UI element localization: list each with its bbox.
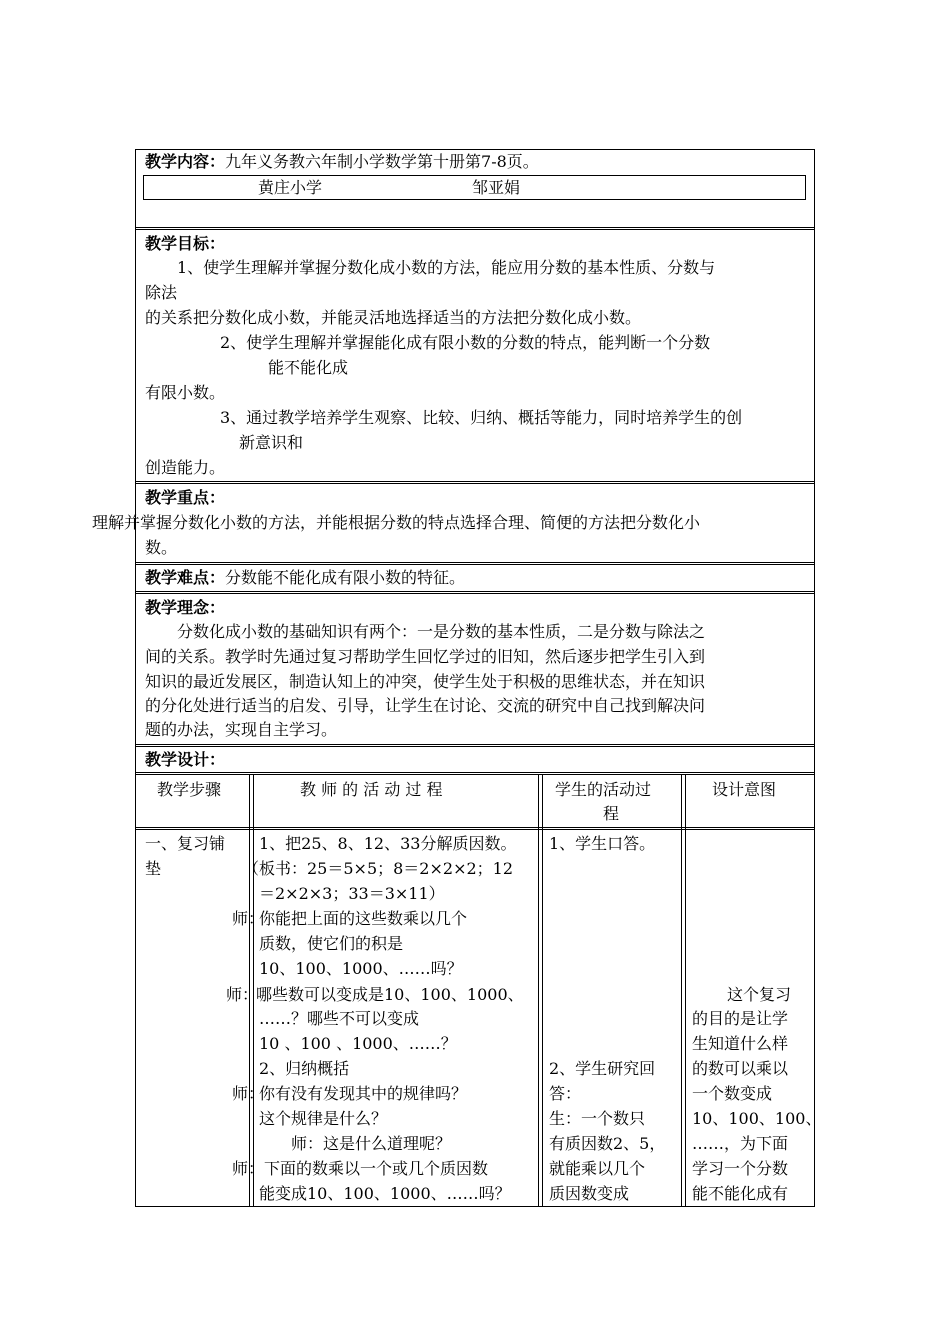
- student-line-2: 2、学生研究回: [549, 1059, 656, 1078]
- teacher-line-12: 这个规律是什么？: [259, 1109, 388, 1128]
- keypoint-line-2: 数。: [145, 538, 178, 557]
- teacher-line-7: 哪些数可以变成是10、100、1000、: [256, 985, 524, 1004]
- teacher-line-1: 1、把25、8、12、33分解质因数。: [259, 834, 517, 853]
- column-divider: [538, 775, 539, 1206]
- concept-line-4: 的分化处进行适当的启发、引导，让学生在讨论、交流的研究中自己找到解决问: [145, 696, 706, 715]
- teacher-line-11-prefix: 师：: [232, 1084, 265, 1103]
- teacher-line-5: 质数，使它们的积是: [259, 934, 404, 953]
- teacher-line-6: 10、100、1000、……吗？: [259, 959, 463, 978]
- concept-label: 教学理念：: [145, 598, 226, 617]
- goal-2-line-1: 2、使学生理解并掌握能化成有限小数的分数的特点，能判断一个分数: [220, 333, 711, 352]
- student-line-1: 1、学生口答。: [549, 834, 656, 853]
- divider: [135, 827, 815, 830]
- content-label: 教学内容：: [145, 152, 226, 171]
- teacher-line-9: 10 、100 、1000、……？: [259, 1034, 457, 1053]
- teacher-line-8: ……？哪些不可以变成: [259, 1009, 420, 1028]
- intent-line-7: ……，为下面: [692, 1134, 789, 1153]
- column-divider: [542, 775, 543, 1206]
- concept-line-2: 间的关系。教学时先通过复习帮助学生回忆学过的旧知，然后逐步把学生引入到: [145, 647, 706, 666]
- student-line-5: 有质因数2、5，: [549, 1134, 666, 1153]
- header-teacher: 教 师 的 活 动 过 程: [300, 780, 443, 799]
- intent-line-3: 生知道什么样: [692, 1034, 789, 1053]
- goal-2-line-3: 有限小数。: [145, 383, 226, 402]
- teacher-line-2: （板书：25＝5×5；8＝2×2×2；12: [243, 859, 514, 878]
- header-student-line-2: 程: [603, 804, 620, 823]
- divider: [135, 591, 815, 594]
- student-line-7: 质因数变成: [549, 1184, 630, 1203]
- content-text: 九年义务教六年制小学数学第十册第7-8页。: [225, 152, 539, 171]
- goal-2-line-2: 能不能化成: [268, 358, 349, 377]
- design-label: 教学设计：: [145, 750, 226, 769]
- goal-3-line-2: 新意识和: [239, 433, 304, 452]
- teacher-line-10: 2、归纳概括: [259, 1059, 350, 1078]
- concept-line-3: 知识的最近发展区，制造认知上的冲突，使学生处于积极的思维状态，并在知识: [145, 672, 706, 691]
- step-1-line-1: 一、复习铺: [145, 834, 226, 853]
- teacher-name: 邹亚娟: [472, 178, 521, 197]
- goal-3-line-3: 创造能力。: [145, 458, 226, 477]
- difficulty-text: 分数能不能化成有限小数的特征。: [225, 568, 466, 587]
- step-1-line-2: 垫: [145, 859, 162, 878]
- divider: [135, 227, 815, 230]
- intent-line-8: 学习一个分数: [692, 1159, 789, 1178]
- header-step: 教学步骤: [157, 780, 222, 799]
- goal-1-line-3: 的关系把分数化成小数，并能灵活地选择适当的方法把分数化成小数。: [145, 308, 642, 327]
- content-row: [145, 150, 539, 174]
- teacher-line-11: 你有没有发现其中的规律吗？: [259, 1084, 468, 1103]
- concept-line-5: 题的办法，实现自主学习。: [145, 720, 338, 739]
- teacher-line-15: 能变成10、100、1000、……吗？: [259, 1184, 511, 1203]
- intent-line-2: 的目的是让学: [692, 1009, 789, 1028]
- student-line-4: 生：一个数只: [549, 1109, 646, 1128]
- intent-line-5: 一个数变成: [692, 1084, 773, 1103]
- school-name: 黄庄小学: [258, 178, 323, 197]
- divider: [135, 562, 815, 565]
- teacher-line-14-prefix: 师：: [232, 1159, 265, 1178]
- column-divider: [685, 775, 686, 1206]
- goal-3-line-1: 3、通过教学培养学生观察、比较、归纳、概括等能力，同时培养学生的创: [220, 408, 743, 427]
- intent-line-9: 能不能化成有: [692, 1184, 789, 1203]
- divider: [135, 481, 815, 484]
- intent-line-6: 10、100、100、: [692, 1109, 822, 1128]
- student-line-6: 就能乘以几个: [549, 1159, 646, 1178]
- divider: [135, 772, 815, 775]
- teacher-line-13: 师：这是什么道理呢？: [291, 1134, 452, 1153]
- goal-1-line-2: 除法: [145, 283, 178, 302]
- teacher-line-14: 下面的数乘以一个或几个质因数: [264, 1159, 489, 1178]
- keypoint-label: 教学重点：: [145, 488, 226, 507]
- difficulty-label: 教学难点：: [145, 568, 226, 587]
- difficulty-row: [145, 566, 465, 590]
- intent-line-1: 这个复习: [727, 985, 792, 1004]
- intent-line-4: 的数可以乘以: [692, 1059, 789, 1078]
- header-intent: 设计意图: [712, 780, 777, 799]
- teacher-line-3: ＝2×2×3；33＝3×11）: [259, 884, 445, 903]
- header-student-line-1: 学生的活动过: [555, 780, 652, 799]
- divider: [135, 744, 815, 747]
- concept-line-1: 分数化成小数的基础知识有两个：一是分数的基本性质，二是分数与除法之: [177, 622, 706, 641]
- teacher-line-7-prefix: 师：: [226, 985, 259, 1004]
- keypoint-line-1: 理解并掌握分数化小数的方法，并能根据分数的特点选择合理、简便的方法把分数化小: [92, 513, 701, 532]
- goal-1-line-1: 1、使学生理解并掌握分数化成小数的方法，能应用分数的基本性质、分数与: [177, 258, 716, 277]
- teacher-line-4-prefix: 师：: [232, 909, 265, 928]
- teacher-line-4: 你能把上面的这些数乘以几个: [259, 909, 468, 928]
- column-divider: [681, 775, 682, 1206]
- goals-label: 教学目标：: [145, 234, 226, 253]
- student-line-3: 答：: [549, 1084, 582, 1103]
